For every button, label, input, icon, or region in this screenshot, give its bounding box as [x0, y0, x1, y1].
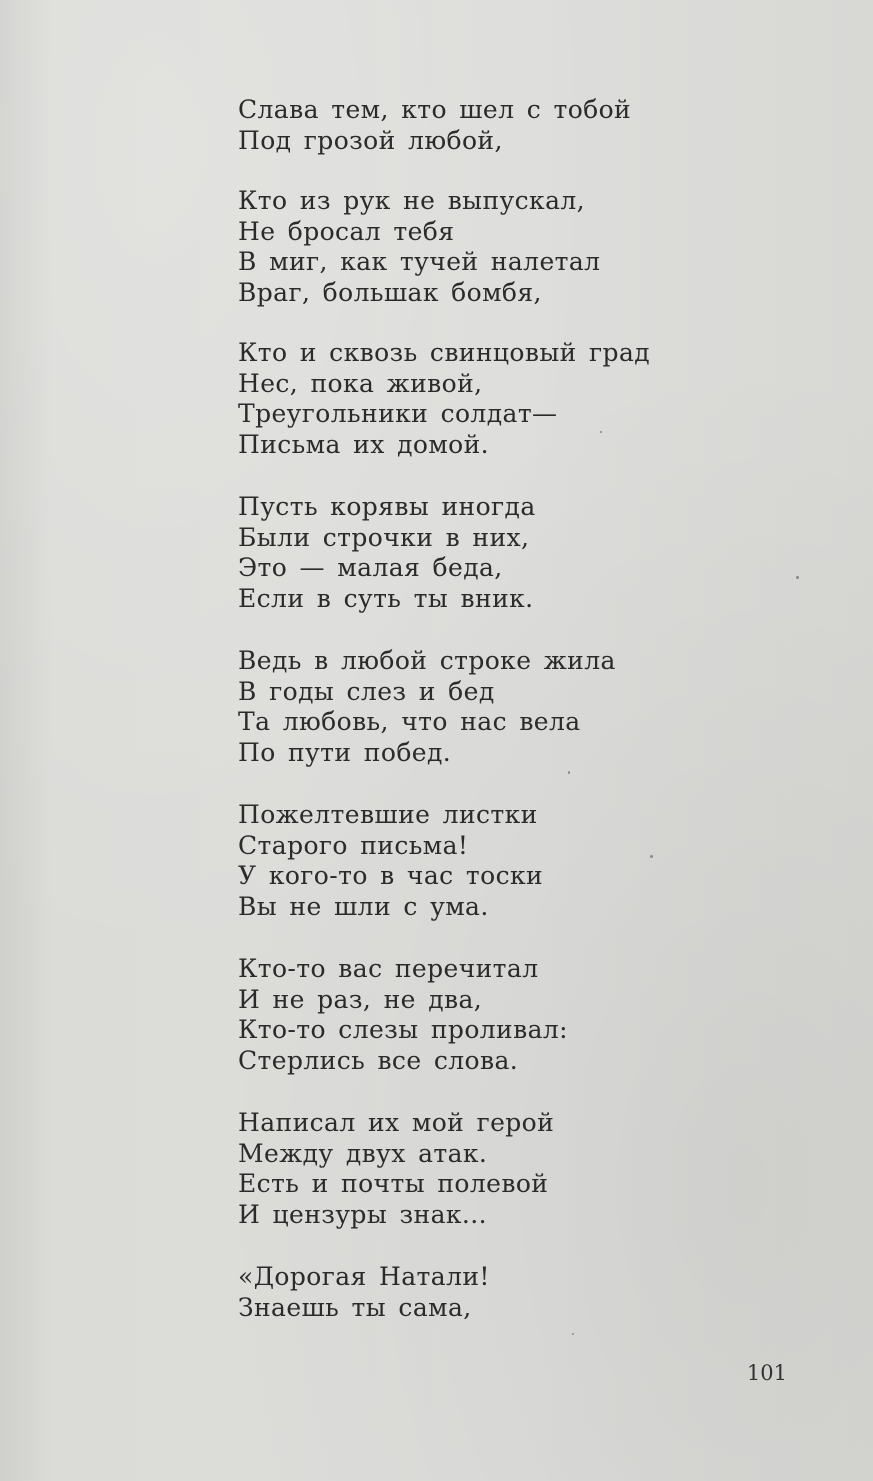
- poem-line: Кто-то слезы проливал:: [238, 1015, 569, 1044]
- poem-line: Ведь в любой строке жила: [238, 646, 616, 675]
- stanza: [238, 1262, 650, 1323]
- poem-line: Слава тем, кто шел с тобой: [238, 95, 632, 124]
- poem-line: Под грозой любой,: [238, 125, 503, 155]
- stanza: [238, 492, 650, 614]
- poem-line: Пусть корявы иногда: [238, 492, 536, 521]
- stanza: [238, 95, 650, 156]
- poem-line: Кто и сквозь свинцовый град: [238, 338, 651, 367]
- stanza: [238, 1108, 650, 1230]
- stanza: [238, 646, 650, 768]
- poem-line: Знаешь ты сама,: [238, 1292, 472, 1322]
- poem-line: В миг, как тучей налетал: [238, 247, 601, 276]
- poem-line: Враг, большак бомбя,: [238, 277, 542, 307]
- paper-speck: [650, 855, 653, 858]
- poem-line: Не бросал тебя: [238, 216, 455, 246]
- paper-speck: [568, 771, 570, 774]
- paper-speck: [572, 1333, 574, 1335]
- poem-line: И цензуры знак...: [238, 1199, 487, 1229]
- poem-line: У кого-то в час тоски: [238, 861, 544, 890]
- poem-line: Нес, пока живой,: [238, 368, 483, 398]
- poem-line: Кто-то вас перечитал: [238, 954, 539, 983]
- poem-line: Если в суть ты вник.: [238, 583, 534, 613]
- poem-line: По пути побед.: [238, 737, 452, 767]
- poem-line: Есть и почты полевой: [238, 1169, 549, 1198]
- poem-line: Треугольники солдат—: [238, 399, 558, 428]
- poem-line: Были строчки в них,: [238, 522, 530, 552]
- page-number: 101: [746, 1361, 787, 1385]
- poem-line: Письма их домой.: [238, 429, 490, 459]
- poem-line: Старого письма!: [238, 830, 469, 860]
- poem-line: Кто из рук не выпускал,: [238, 186, 586, 215]
- stanza: [238, 338, 650, 460]
- poem-line: Между двух атак.: [238, 1138, 488, 1168]
- paper-speck: [600, 431, 602, 433]
- stanza: [238, 800, 650, 922]
- poem-line: Это — малая беда,: [238, 553, 503, 582]
- stanza: [238, 186, 650, 308]
- poem-line: Стерлись все слова.: [238, 1045, 519, 1075]
- poem-line: В годы слез и бед: [238, 676, 495, 706]
- stanza: [238, 954, 650, 1076]
- poem-line: Пожелтевшие листки: [238, 800, 538, 829]
- poem-line: Вы не шли с ума.: [238, 891, 489, 921]
- paper-speck: [796, 576, 799, 579]
- poem: [238, 95, 650, 1323]
- poem-line: Написал их мой герой: [238, 1108, 555, 1137]
- poem-line: Та любовь, что нас вела: [238, 707, 581, 736]
- poem-line: «Дорогая Натали!: [238, 1262, 490, 1291]
- poem-line: И не раз, не два,: [238, 984, 483, 1014]
